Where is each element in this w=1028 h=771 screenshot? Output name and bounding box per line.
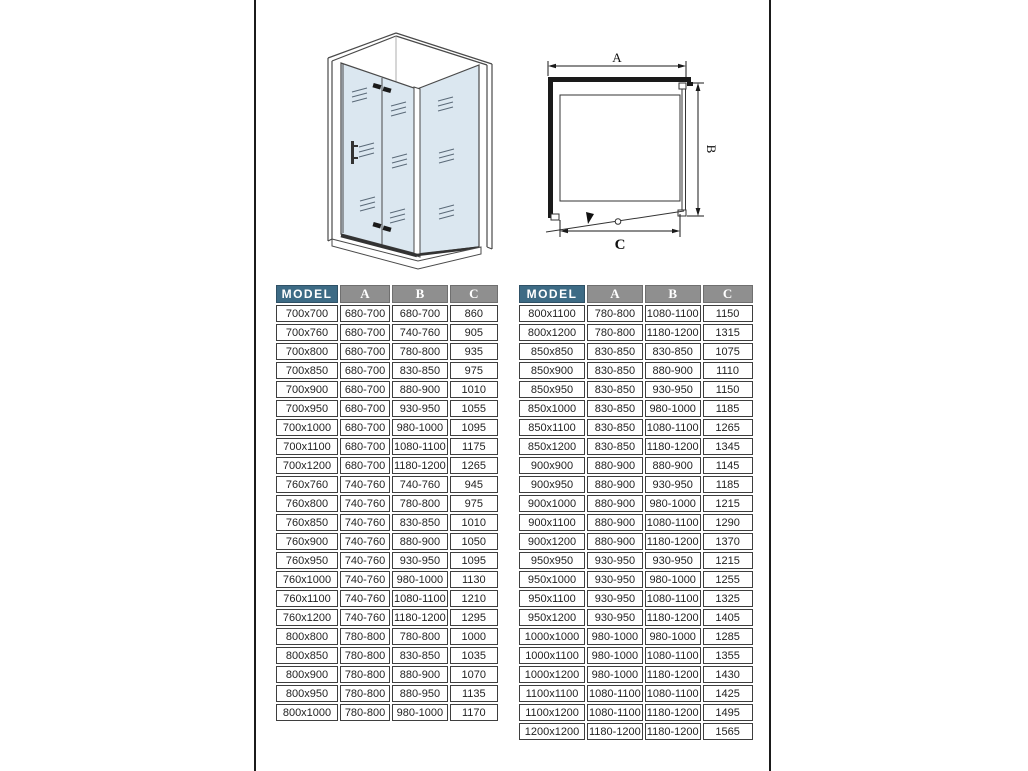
dimension-cell: 905 [450, 324, 498, 341]
dimension-cell: 780-800 [392, 495, 448, 512]
table-header [519, 285, 753, 303]
dimension-cell: 780-800 [587, 305, 643, 322]
dimension-cell: 1010 [450, 381, 498, 398]
dimension-cell: 1080-1100 [392, 590, 448, 607]
dimension-cell: 1135 [450, 685, 498, 702]
header-b: B [645, 285, 701, 303]
model-cell: 950x1000 [519, 571, 585, 588]
dimension-cell: 1075 [703, 343, 753, 360]
dimension-cell: 880-900 [645, 362, 701, 379]
swing-arrow-icon [586, 212, 594, 224]
dimension-cell: 980-1000 [587, 666, 643, 683]
model-cell: 700x1100 [276, 438, 338, 455]
dimension-cell: 975 [450, 495, 498, 512]
dimension-cell: 980-1000 [587, 647, 643, 664]
dimension-cell: 1180-1200 [645, 533, 701, 550]
model-cell: 760x900 [276, 533, 338, 550]
dimension-cell: 680-700 [340, 381, 390, 398]
dimension-cell: 740-760 [392, 324, 448, 341]
table-row [276, 495, 498, 512]
dimension-cell: 1180-1200 [392, 609, 448, 626]
dimension-cell: 1430 [703, 666, 753, 683]
dimension-cell: 740-760 [340, 514, 390, 531]
dimension-cell: 1080-1100 [645, 305, 701, 322]
table-row [519, 647, 753, 664]
dimension-cell: 780-800 [392, 343, 448, 360]
dimension-cell: 740-760 [340, 590, 390, 607]
door-swing [546, 211, 684, 232]
table-row [276, 609, 498, 626]
dimension-cell: 930-950 [587, 552, 643, 569]
model-cell: 1100x1200 [519, 704, 585, 721]
dimension-cell: 1095 [450, 552, 498, 569]
dimension-cell: 780-800 [392, 628, 448, 645]
header-c: C [450, 285, 498, 303]
table-row [519, 362, 753, 379]
dimension-cell: 1095 [450, 419, 498, 436]
model-cell: 850x1100 [519, 419, 585, 436]
model-cell: 700x800 [276, 343, 338, 360]
model-cell: 700x1200 [276, 457, 338, 474]
model-cell: 950x950 [519, 552, 585, 569]
dimension-cell: 1210 [450, 590, 498, 607]
model-cell: 900x900 [519, 457, 585, 474]
dimension-cell: 880-900 [392, 533, 448, 550]
right-border-line [769, 0, 771, 771]
dimension-cell: 980-1000 [392, 571, 448, 588]
table-row [519, 590, 753, 607]
header-b: B [392, 285, 448, 303]
dimension-cell: 780-800 [340, 704, 390, 721]
table-row [519, 571, 753, 588]
dimension-cell: 1265 [703, 419, 753, 436]
dimension-cell: 1180-1200 [587, 723, 643, 740]
dimension-cell: 680-700 [340, 438, 390, 455]
tray-outline [560, 95, 680, 201]
dimension-cell: 980-1000 [645, 571, 701, 588]
dimension-cell: 975 [450, 362, 498, 379]
dimension-cell: 680-700 [340, 419, 390, 436]
table-body [276, 305, 498, 721]
model-cell: 900x950 [519, 476, 585, 493]
model-cell: 700x850 [276, 362, 338, 379]
left-border-line [254, 0, 256, 771]
table-row [276, 343, 498, 360]
dimension-cell: 680-700 [340, 305, 390, 322]
dimension-cell: 680-700 [392, 305, 448, 322]
dimension-cell: 1405 [703, 609, 753, 626]
table-row [519, 552, 753, 569]
dimension-cell: 1080-1100 [392, 438, 448, 455]
table-row [276, 324, 498, 341]
table-row [519, 495, 753, 512]
dimension-cell: 830-850 [587, 419, 643, 436]
table-row [276, 571, 498, 588]
model-cell: 850x900 [519, 362, 585, 379]
dimension-cell: 830-850 [587, 343, 643, 360]
dimension-cell: 1110 [703, 362, 753, 379]
table-row [519, 400, 753, 417]
size-table-left [274, 283, 500, 723]
table-row [276, 685, 498, 702]
dimension-cell: 1185 [703, 400, 753, 417]
table-row [276, 533, 498, 550]
table-row [276, 666, 498, 683]
dimension-cell: 945 [450, 476, 498, 493]
model-cell: 800x900 [276, 666, 338, 683]
dimension-cell: 1370 [703, 533, 753, 550]
dimension-cell: 830-850 [587, 400, 643, 417]
model-cell: 760x850 [276, 514, 338, 531]
dimension-cell: 830-850 [645, 343, 701, 360]
dimension-cell: 830-850 [392, 514, 448, 531]
dimension-cell: 980-1000 [645, 628, 701, 645]
dimension-cell: 1180-1200 [645, 723, 701, 740]
table-row [276, 419, 498, 436]
dimension-cell: 830-850 [392, 647, 448, 664]
dimension-cell: 980-1000 [587, 628, 643, 645]
table-row [519, 457, 753, 474]
table-row [519, 628, 753, 645]
dimension-cell: 780-800 [340, 685, 390, 702]
table-row [519, 305, 753, 322]
dimension-cell: 780-800 [340, 666, 390, 683]
dimension-cell: 1175 [450, 438, 498, 455]
table-row [519, 438, 753, 455]
model-cell: 850x1200 [519, 438, 585, 455]
dimension-cell: 930-950 [645, 552, 701, 569]
table-row [276, 704, 498, 721]
walls-top-view [548, 77, 693, 218]
side-glass-panel [417, 65, 479, 254]
dimension-cell: 930-950 [645, 381, 701, 398]
model-cell: 850x1000 [519, 400, 585, 417]
dimension-cell: 930-950 [587, 590, 643, 607]
table-row [519, 533, 753, 550]
dimension-cell: 1265 [450, 457, 498, 474]
model-cell: 800x800 [276, 628, 338, 645]
dimension-cell: 1080-1100 [587, 704, 643, 721]
table-row [519, 704, 753, 721]
table-row [519, 343, 753, 360]
dimension-cell: 830-850 [392, 362, 448, 379]
table-row [276, 381, 498, 398]
dimension-cell: 1080-1100 [645, 647, 701, 664]
dimension-cell: 1080-1100 [645, 590, 701, 607]
model-cell: 700x900 [276, 381, 338, 398]
dimension-cell: 740-760 [340, 476, 390, 493]
dimension-cell: 880-900 [392, 381, 448, 398]
dimension-cell: 1180-1200 [645, 438, 701, 455]
dimension-cell: 830-850 [587, 362, 643, 379]
dimension-cell: 1035 [450, 647, 498, 664]
center-frame-post [414, 87, 420, 257]
dimension-cell: 935 [450, 343, 498, 360]
table-row [519, 514, 753, 531]
dimension-cell: 880-900 [587, 514, 643, 531]
dimension-cell: 780-800 [340, 628, 390, 645]
model-cell: 760x800 [276, 495, 338, 512]
dimension-cell: 680-700 [340, 400, 390, 417]
model-cell: 1200x1200 [519, 723, 585, 740]
dimension-cell: 740-760 [392, 476, 448, 493]
dimension-cell: 880-900 [392, 666, 448, 683]
model-cell: 950x1200 [519, 609, 585, 626]
dimension-cell: 1170 [450, 704, 498, 721]
model-cell: 700x1000 [276, 419, 338, 436]
dimension-a [548, 50, 686, 78]
dimension-cell: 880-900 [587, 533, 643, 550]
table-row [519, 381, 753, 398]
model-cell: 760x1100 [276, 590, 338, 607]
model-cell: 760x1000 [276, 571, 338, 588]
dimension-cell: 740-760 [340, 495, 390, 512]
dimension-cell: 1180-1200 [645, 704, 701, 721]
size-table-right [517, 283, 755, 742]
model-cell: 700x950 [276, 400, 338, 417]
dimension-cell: 1315 [703, 324, 753, 341]
dimension-b-label: B [704, 144, 719, 154]
model-cell: 800x1000 [276, 704, 338, 721]
model-cell: 1000x1200 [519, 666, 585, 683]
dimension-cell: 1215 [703, 552, 753, 569]
dimension-cell: 1180-1200 [645, 609, 701, 626]
header-c: C [703, 285, 753, 303]
table-row [276, 305, 498, 322]
dimension-cell: 980-1000 [645, 400, 701, 417]
dimension-cell: 930-950 [645, 476, 701, 493]
dimension-cell: 680-700 [340, 324, 390, 341]
dimension-cell: 1295 [450, 609, 498, 626]
dimension-cell: 880-900 [645, 457, 701, 474]
dimension-cell: 1565 [703, 723, 753, 740]
dimension-cell: 740-760 [340, 552, 390, 569]
dimension-cell: 680-700 [340, 362, 390, 379]
dimension-cell: 1010 [450, 514, 498, 531]
door-knob-icon [615, 219, 621, 225]
dimension-cell: 1180-1200 [392, 457, 448, 474]
model-cell: 950x1100 [519, 590, 585, 607]
table-row [519, 476, 753, 493]
model-cell: 760x950 [276, 552, 338, 569]
dimension-cell: 880-900 [587, 457, 643, 474]
dimension-cell: 1150 [703, 381, 753, 398]
hinge-block-icon [551, 214, 559, 220]
dimension-cell: 1285 [703, 628, 753, 645]
dimension-cell: 880-900 [587, 495, 643, 512]
dimension-cell: 980-1000 [645, 495, 701, 512]
model-cell: 760x760 [276, 476, 338, 493]
dimension-cell: 930-950 [392, 552, 448, 569]
dimension-cell: 1290 [703, 514, 753, 531]
dimension-cell: 830-850 [587, 381, 643, 398]
hinge-block-icon [679, 83, 686, 89]
table-row [519, 723, 753, 740]
table-row [276, 476, 498, 493]
table-row [276, 400, 498, 417]
dimension-a-label: A [612, 50, 622, 65]
dimension-cell: 1055 [450, 400, 498, 417]
model-cell: 700x700 [276, 305, 338, 322]
model-cell: 1100x1100 [519, 685, 585, 702]
dimension-cell: 1215 [703, 495, 753, 512]
table-row [276, 628, 498, 645]
dimension-c-label: C [614, 237, 626, 253]
table-row [519, 324, 753, 341]
dimension-cell: 830-850 [587, 438, 643, 455]
dimension-cell: 1180-1200 [645, 666, 701, 683]
top-view-diagram [538, 48, 733, 263]
table-row [519, 666, 753, 683]
model-cell: 760x1200 [276, 609, 338, 626]
table-row [276, 438, 498, 455]
dimension-cell: 860 [450, 305, 498, 322]
model-cell: 800x850 [276, 647, 338, 664]
dimension-cell: 1080-1100 [645, 419, 701, 436]
dimension-cell: 1145 [703, 457, 753, 474]
dimension-cell: 740-760 [340, 571, 390, 588]
dimension-cell: 740-760 [340, 609, 390, 626]
table-row [276, 457, 498, 474]
table-row [276, 362, 498, 379]
table-header [276, 285, 498, 303]
side-glass-top-view [551, 83, 686, 220]
header-a: A [587, 285, 643, 303]
dimension-cell: 740-760 [340, 533, 390, 550]
dimension-cell: 1255 [703, 571, 753, 588]
dimension-cell: 880-950 [392, 685, 448, 702]
dimension-cell: 780-800 [587, 324, 643, 341]
dimension-cell: 1150 [703, 305, 753, 322]
model-cell: 700x760 [276, 324, 338, 341]
dimension-cell: 1070 [450, 666, 498, 683]
table-row [276, 514, 498, 531]
dimension-cell: 980-1000 [392, 704, 448, 721]
model-cell: 1000x1100 [519, 647, 585, 664]
table-row [276, 590, 498, 607]
dimension-b [687, 83, 719, 216]
table-row [519, 419, 753, 436]
dimension-cell: 1080-1100 [645, 514, 701, 531]
dimension-cell: 1080-1100 [645, 685, 701, 702]
header-model: MODEL [276, 285, 338, 303]
table-row [276, 552, 498, 569]
dimension-cell: 1325 [703, 590, 753, 607]
model-cell: 900x1000 [519, 495, 585, 512]
table-body [519, 305, 753, 740]
dimension-cell: 680-700 [340, 457, 390, 474]
dimension-cell: 980-1000 [392, 419, 448, 436]
model-cell: 900x1200 [519, 533, 585, 550]
model-cell: 800x950 [276, 685, 338, 702]
dimension-cell: 1185 [703, 476, 753, 493]
dimension-cell: 1355 [703, 647, 753, 664]
glass-panels [341, 63, 479, 257]
dimension-cell: 1050 [450, 533, 498, 550]
model-cell: 850x950 [519, 381, 585, 398]
table-row [519, 685, 753, 702]
dimension-cell: 1425 [703, 685, 753, 702]
model-cell: 850x850 [519, 343, 585, 360]
model-cell: 900x1100 [519, 514, 585, 531]
header-a: A [340, 285, 390, 303]
shower-3d-diagram [282, 18, 527, 273]
dimension-cell: 1495 [703, 704, 753, 721]
dimension-cell: 780-800 [340, 647, 390, 664]
dimension-cell: 930-950 [392, 400, 448, 417]
table-row [519, 609, 753, 626]
dimension-cell: 1180-1200 [645, 324, 701, 341]
model-cell: 800x1100 [519, 305, 585, 322]
dimension-cell: 930-950 [587, 571, 643, 588]
dimension-cell: 880-900 [587, 476, 643, 493]
dimension-cell: 1130 [450, 571, 498, 588]
dimension-cell: 1000 [450, 628, 498, 645]
model-cell: 1000x1000 [519, 628, 585, 645]
table-row [276, 647, 498, 664]
dimension-cell: 1345 [703, 438, 753, 455]
model-cell: 800x1200 [519, 324, 585, 341]
dimension-cell: 930-950 [587, 609, 643, 626]
dimension-cell: 680-700 [340, 343, 390, 360]
dimension-cell: 1080-1100 [587, 685, 643, 702]
header-model: MODEL [519, 285, 585, 303]
